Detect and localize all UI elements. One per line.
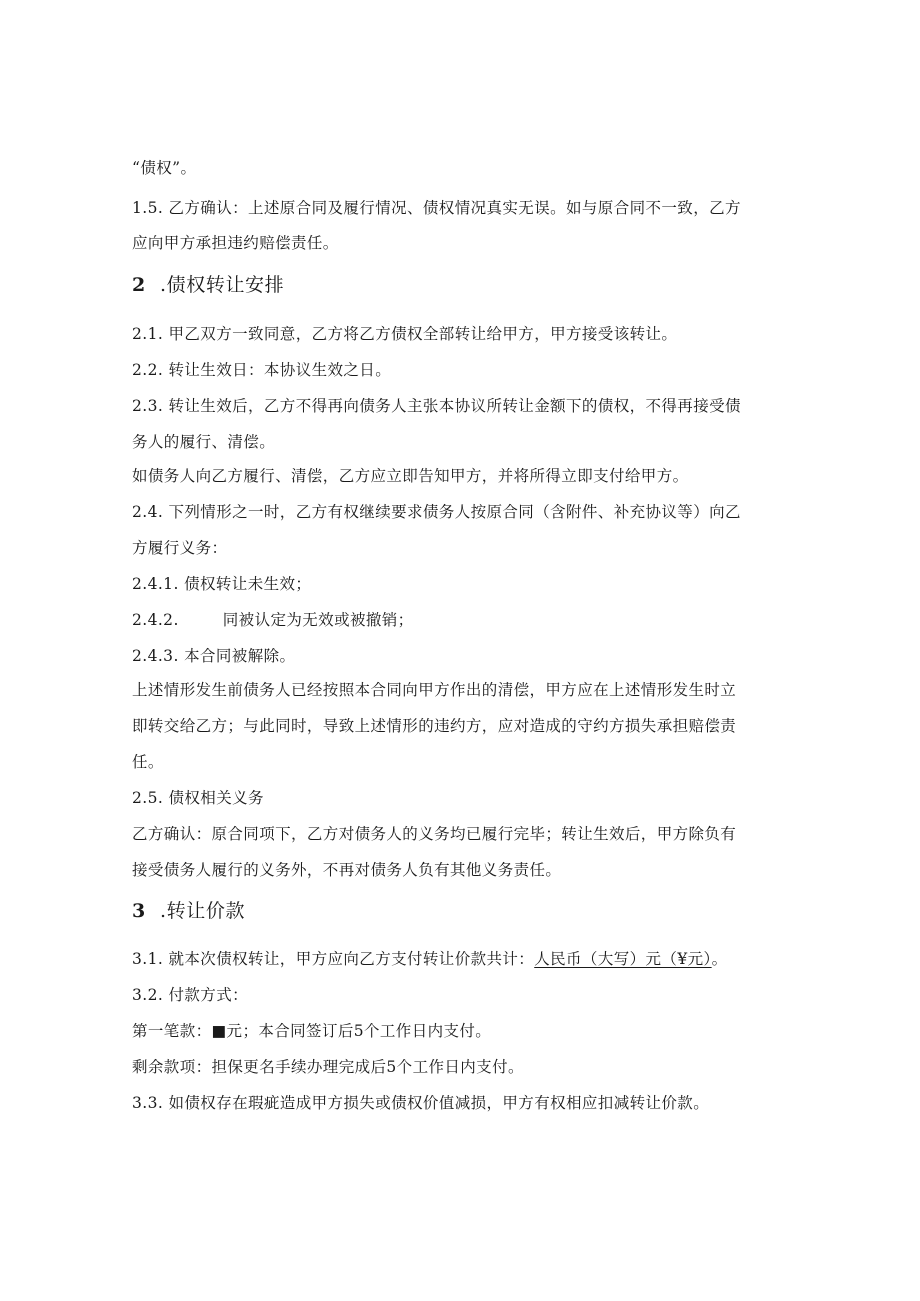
section-2-number: 2 xyxy=(132,274,146,296)
clause-2-4-line-1: 2.4. 下列情形之一时，乙方有权继续要求债务人按原合同（含附件、补充协议等）向乙 xyxy=(132,503,741,521)
clause-2-4-note-line-2: 即转交给乙方；与此同时，导致上述情形的违约方，应对造成的守约方损失承担赔偿责 xyxy=(132,717,737,735)
clause-2-3-line-3: 如债务人向乙方履行、清偿，乙方应立即告知甲方，并将所得立即支付给甲方。 xyxy=(132,467,689,485)
clause-3-1-end: 。 xyxy=(711,950,728,968)
clause-2-4-3: 2.4.3. 本合同被解除。 xyxy=(132,647,296,665)
clause-2-5: 2.5. 债权相关义务 xyxy=(132,789,264,807)
clause-2-2: 2.2. 转让生效日：本协议生效之日。 xyxy=(132,361,392,379)
clause-2-1: 2.1. 甲乙双方一致同意，乙方将乙方债权全部转让给甲方，甲方接受该转让。 xyxy=(132,325,678,343)
clause-2-5-line-2: 接受债务人履行的义务外，不再对债务人负有其他义务责任。 xyxy=(132,861,562,879)
clause-2-4-1: 2.4.1. 债权转让未生效； xyxy=(132,575,312,593)
clause-2-3-line-2: 务人的履行、清偿。 xyxy=(132,433,276,451)
clause-2-4-note-line-1: 上述情形发生前债务人已经按照本合同向甲方作出的清偿，甲方应在上述情形发生时立 xyxy=(132,681,737,699)
section-2-heading xyxy=(132,273,284,297)
clause-2-4-2-text: 同被认定为无效或被撤销； xyxy=(222,611,414,629)
payment-first: 第一笔款：■元；本合同签订后5个工作日内支付。 xyxy=(132,1022,492,1040)
clause-3-3: 3.3. 如债权存在瑕疵造成甲方损失或债权价值减损，甲方有权相应扣减转让价款。 xyxy=(132,1094,710,1112)
clause-2-4-2-number: 2.4.2. xyxy=(132,611,179,629)
price-amount-blank: 人民币（大写）元（¥元） xyxy=(534,950,712,968)
section-3-number: 3 xyxy=(132,900,146,922)
clause-3-1 xyxy=(132,949,728,969)
text-line: “债权”。 xyxy=(132,159,197,177)
clause-2-4-note-line-3: 任。 xyxy=(132,753,164,771)
section-2-title: .债权转让安排 xyxy=(160,274,285,296)
clause-3-1-text: 3.1. 就本次债权转让，甲方应向乙方支付转让价款共计： xyxy=(132,950,535,968)
clause-1-5-line-2: 应向甲方承担违约赔偿责任。 xyxy=(132,234,339,252)
section-3-title: .转让价款 xyxy=(160,900,246,922)
clause-1-5-line-1: 1.5. 乙方确认：上述原合同及履行情况、债权情况真实无误。如与原合同不一致，乙方 xyxy=(132,199,741,217)
clause-2-5-line-1: 乙方确认：原合同项下，乙方对债务人的义务均已履行完毕；转让生效后，甲方除负有 xyxy=(132,825,737,843)
clause-3-2: 3.2. 付款方式： xyxy=(132,986,249,1004)
payment-remaining: 剩余款项：担保更名手续办理完成后5个工作日内支付。 xyxy=(132,1058,524,1076)
clause-2-3-line-1: 2.3. 转让生效后，乙方不得再向债务人主张本协议所转让金额下的债权，不得再接受债 xyxy=(132,397,741,415)
clause-2-4-2 xyxy=(132,610,414,630)
section-3-heading xyxy=(132,899,245,923)
clause-2-4-line-2: 方履行义务： xyxy=(132,539,228,557)
